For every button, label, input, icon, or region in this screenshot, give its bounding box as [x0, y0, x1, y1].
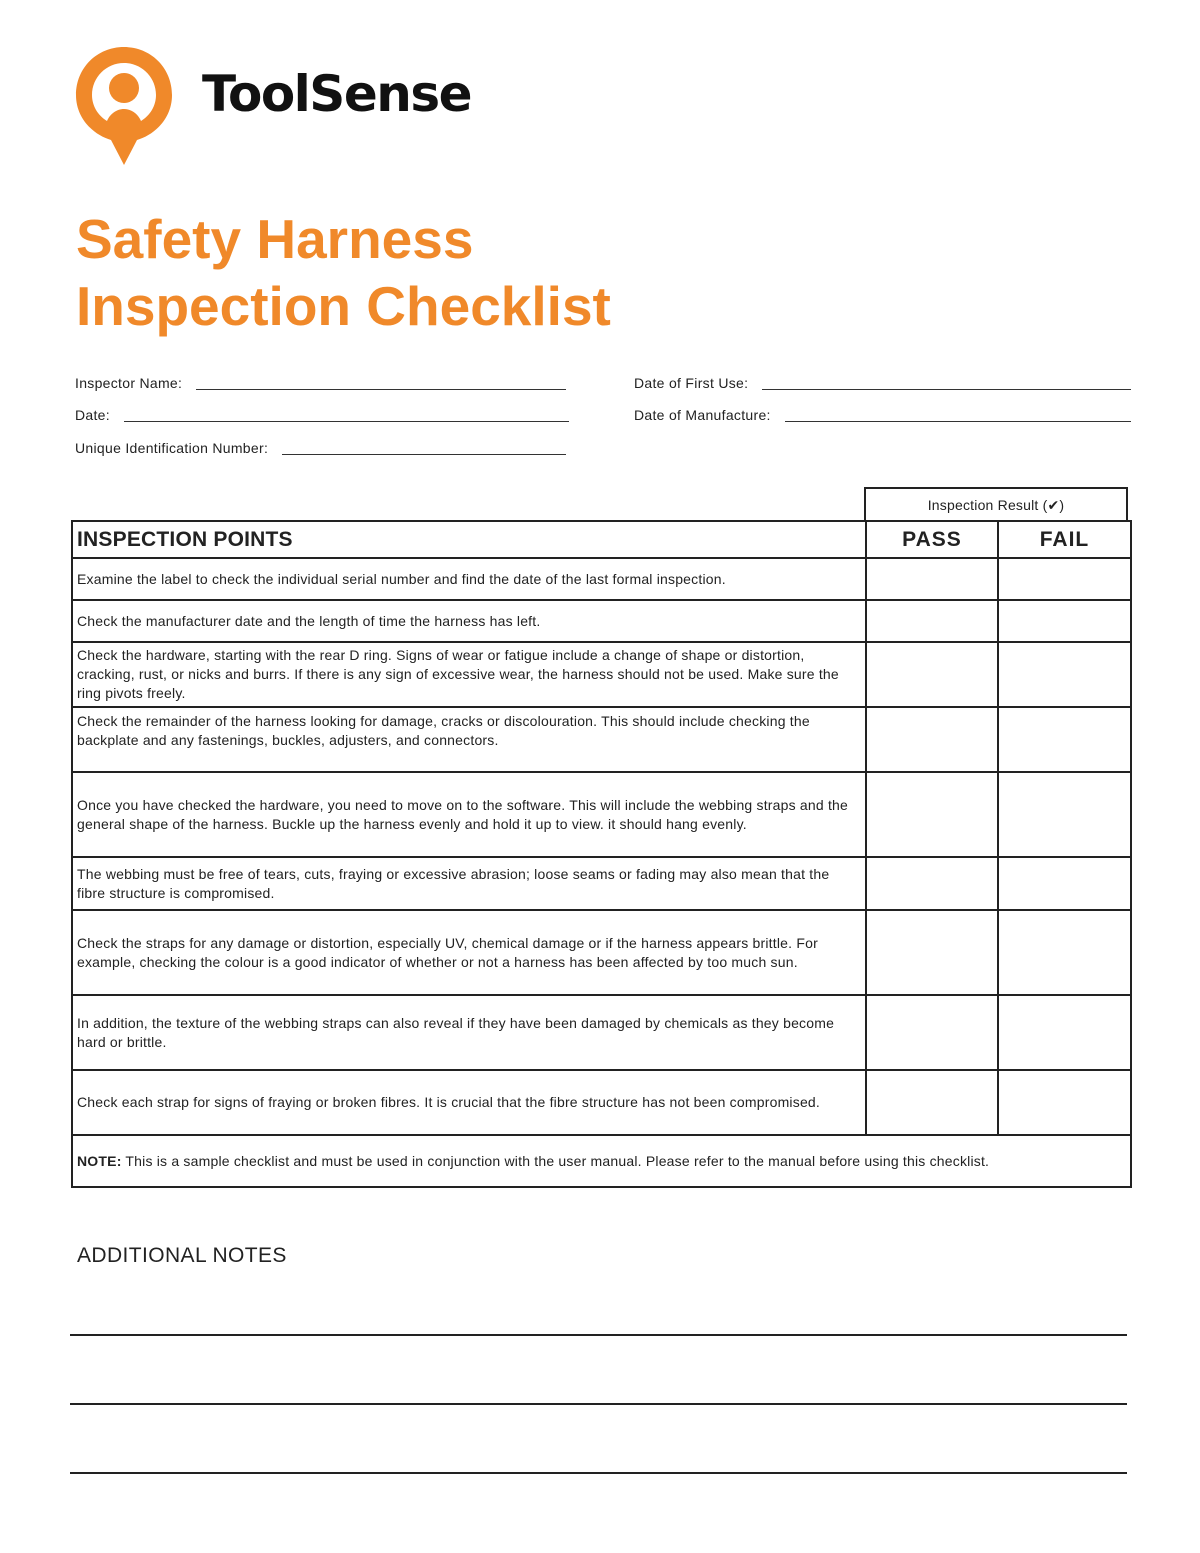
page-title	[76, 206, 611, 340]
table-row	[72, 995, 1131, 1070]
pass-checkbox[interactable]	[866, 995, 998, 1070]
fail-checkbox[interactable]	[998, 910, 1131, 995]
first-use-label: Date of First Use:	[634, 375, 749, 391]
note-text: This is a sample checklist and must be used in conjunction with the user manual. Please refer to the manual before using this checklist.	[121, 1152, 990, 1169]
inspection-point-text: In addition, the texture of the webbing straps can also reveal if they have been damaged by chemicals as they become hard or brittle.	[72, 995, 866, 1070]
fail-checkbox[interactable]	[998, 558, 1131, 600]
pass-checkbox[interactable]	[866, 558, 998, 600]
fail-checkbox[interactable]	[998, 600, 1131, 642]
fail-checkbox[interactable]	[998, 642, 1131, 707]
additional-notes-heading: ADDITIONAL NOTES	[77, 1244, 287, 1267]
pass-header: PASS	[866, 521, 998, 558]
notes-line-3[interactable]	[70, 1472, 1127, 1474]
inspection-point-text: Once you have checked the hardware, you need to move on to the software. This will include the webbing straps and the general shape of the harness. Buckle up the harness evenly and hold it up to view. it should hang evenly.	[72, 772, 866, 857]
pass-checkbox[interactable]	[866, 772, 998, 857]
inspection-point-text: The webbing must be free of tears, cuts, fraying or excessive abrasion; loose seams or fading may also mean that the fibre structure is compromised.	[72, 857, 866, 910]
brand-name: ToolSense	[202, 65, 471, 123]
note-label: NOTE:	[77, 1152, 122, 1169]
brand-logo	[74, 45, 514, 167]
inspection-point-text: Check each strap for signs of fraying or broken fibres. It is crucial that the fibre structure has not been compromised.	[72, 1070, 866, 1135]
inspection-point-text: Check the hardware, starting with the rear D ring. Signs of wear or fatigue include a change of shape or distortion, cracking, rust, or nicks and burrs. If there is any sign of excessive wear, the harness should not be used. Make sure the ring pivots freely.	[72, 642, 866, 707]
inspection-point-text: Check the remainder of the harness looking for damage, cracks or discolouration. This should include checking the backplate and any fastenings, buckles, adjusters, and connectors.	[72, 707, 866, 772]
inspection-point-text: Check the manufacturer date and the length of time the harness has left.	[72, 600, 866, 642]
pass-checkbox[interactable]	[866, 707, 998, 772]
inspector-name-input-line[interactable]	[196, 375, 566, 390]
inspection-point-text: Check the straps for any damage or distortion, especially UV, chemical damage or if the harness appears brittle. For example, checking the colour is a good indicator of whether or not a harness has been affected by too much sun.	[72, 910, 866, 995]
inspection-points-header: INSPECTION POINTS	[72, 521, 866, 558]
table-row	[72, 857, 1131, 910]
fail-header: FAIL	[998, 521, 1131, 558]
pass-checkbox[interactable]	[866, 600, 998, 642]
manufacture-field	[634, 405, 1131, 425]
note-cell	[72, 1135, 1131, 1187]
fail-checkbox[interactable]	[998, 707, 1131, 772]
title-line-2: Inspection Checklist	[76, 275, 611, 337]
location-pin-person-icon	[74, 45, 174, 167]
notes-line-2[interactable]	[70, 1403, 1127, 1405]
manufacture-input-line[interactable]	[785, 407, 1131, 422]
fail-checkbox[interactable]	[998, 995, 1131, 1070]
table-row	[72, 707, 1131, 772]
date-label: Date:	[75, 407, 110, 423]
unique-id-input-line[interactable]	[282, 440, 566, 455]
fail-checkbox[interactable]	[998, 1070, 1131, 1135]
table-row	[72, 910, 1131, 995]
pass-checkbox[interactable]	[866, 1070, 998, 1135]
inspection-result-header: Inspection Result (✔)	[864, 487, 1128, 520]
first-use-input-line[interactable]	[762, 375, 1131, 390]
inspector-name-label: Inspector Name:	[75, 375, 183, 391]
table-row	[72, 772, 1131, 857]
unique-id-label: Unique Identification Number:	[75, 440, 269, 456]
pass-checkbox[interactable]	[866, 857, 998, 910]
title-line-1: Safety Harness	[76, 208, 474, 270]
notes-line-1[interactable]	[70, 1334, 1127, 1336]
fail-checkbox[interactable]	[998, 857, 1131, 910]
fail-checkbox[interactable]	[998, 772, 1131, 857]
note-row	[72, 1135, 1131, 1187]
manufacture-label: Date of Manufacture:	[634, 407, 771, 423]
table-header-row	[72, 521, 1131, 558]
table-row	[72, 600, 1131, 642]
pass-checkbox[interactable]	[866, 910, 998, 995]
date-input-line[interactable]	[124, 407, 569, 422]
unique-id-field	[75, 438, 566, 458]
inspector-name-field	[75, 373, 566, 393]
table-row	[72, 1070, 1131, 1135]
table-row	[72, 642, 1131, 707]
inspection-point-text: Examine the label to check the individual serial number and find the date of the last formal inspection.	[72, 558, 866, 600]
pass-checkbox[interactable]	[866, 642, 998, 707]
inspection-table	[71, 520, 1132, 1188]
table-row	[72, 558, 1131, 600]
first-use-field	[634, 373, 1131, 393]
date-field	[75, 405, 569, 425]
